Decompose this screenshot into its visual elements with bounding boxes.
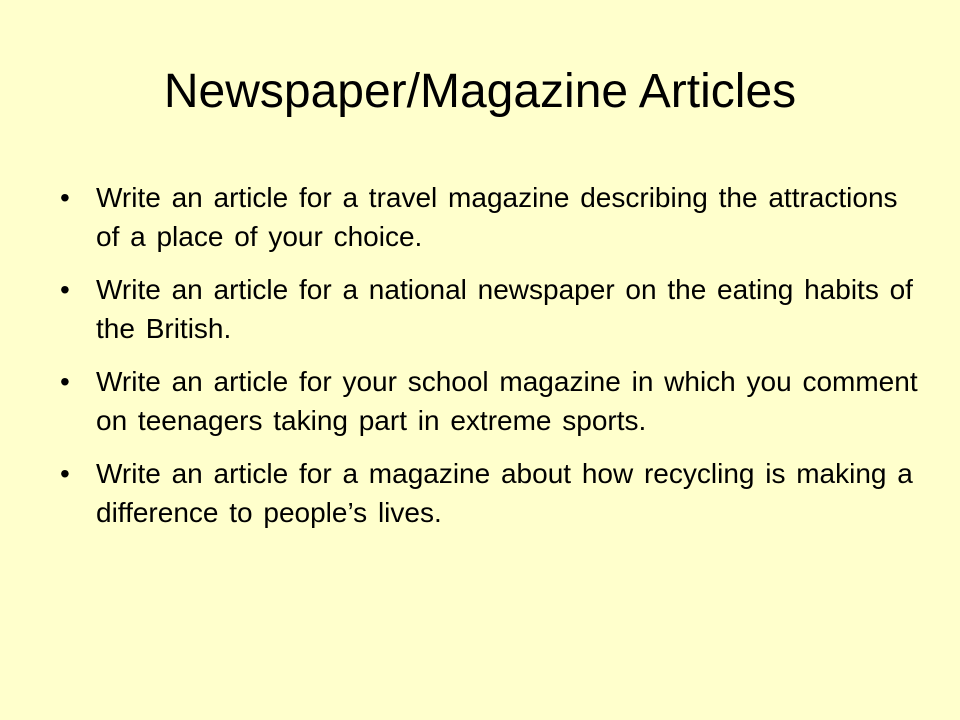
bullet-icon: • <box>60 366 70 397</box>
bullet-item <box>60 178 920 256</box>
bullet-text: Write an article for a magazine about how recycling is making a difference to people’s lives. <box>96 458 913 528</box>
bullet-icon: • <box>60 458 70 489</box>
bullet-item <box>60 270 920 348</box>
bullet-item <box>60 362 920 440</box>
bullet-text: Write an article for a travel magazine describing the attractions of a place of your choice. <box>96 182 898 252</box>
bullet-item <box>60 454 920 532</box>
bullet-icon: • <box>60 274 70 305</box>
slide-title: Newspaper/Magazine Articles <box>163 65 797 118</box>
bullet-text: Write an article for your school magazine in which you comment on teenagers taking part in extreme sports. <box>96 366 918 436</box>
bullet-text: Write an article for a national newspaper on the eating habits of the British. <box>96 274 913 344</box>
bullet-icon: • <box>60 182 70 213</box>
bullet-list <box>60 178 920 546</box>
